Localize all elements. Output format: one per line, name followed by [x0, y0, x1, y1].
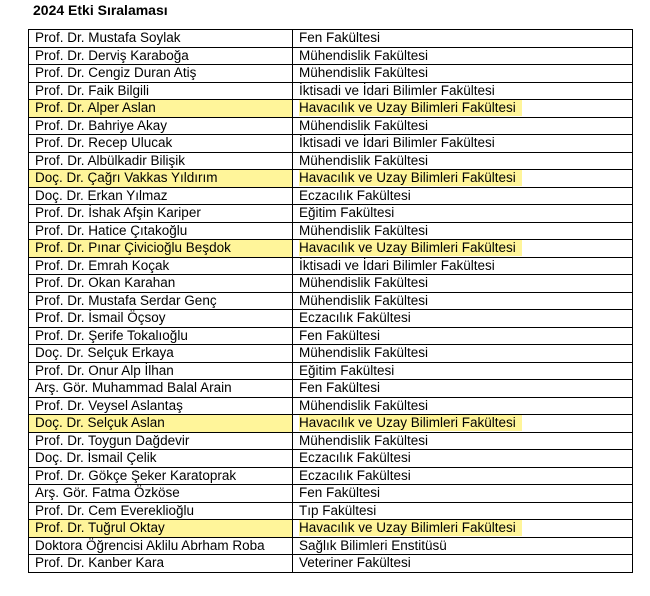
- table-row: [29, 65, 633, 83]
- faculty-cell: [293, 485, 633, 503]
- researcher-name-cell: Arş. Gör. Fatma Özköse: [29, 485, 293, 503]
- table-row: [29, 415, 633, 433]
- researcher-name-cell: Prof. Dr. Toygun Dağdevir: [29, 432, 293, 450]
- table-row: [29, 555, 633, 573]
- faculty-cell: [293, 257, 633, 275]
- table-row: [29, 47, 633, 65]
- researcher-name-cell: Doç. Dr. Selçuk Erkaya: [29, 345, 293, 363]
- faculty-cell: [293, 537, 633, 555]
- researcher-name-cell: Doç. Dr. İsmail Çelik: [29, 450, 293, 468]
- table-row: [29, 82, 633, 100]
- researcher-name-cell: Prof. Dr. Bahriye Akay: [29, 117, 293, 135]
- faculty-label: Eczacılık Fakültesi: [299, 467, 411, 483]
- ranking-table-body: [29, 30, 633, 573]
- researcher-name-cell: Prof. Dr. İsmail Öçsoy: [29, 310, 293, 328]
- faculty-cell: [293, 65, 633, 83]
- faculty-cell: [293, 275, 633, 293]
- table-row: [29, 485, 633, 503]
- faculty-label: Havacılık ve Uzay Bilimleri Fakültesi: [299, 170, 522, 186]
- table-row: [29, 345, 633, 363]
- faculty-label: Havacılık ve Uzay Bilimleri Fakültesi: [299, 520, 522, 536]
- faculty-label: Mühendislik Fakültesi: [299, 47, 429, 63]
- faculty-cell: [293, 362, 633, 380]
- faculty-cell: [293, 205, 633, 223]
- table-row: [29, 467, 633, 485]
- researcher-name-cell: Prof. Dr. Mustafa Soylak: [29, 30, 293, 48]
- table-row: [29, 502, 633, 520]
- table-row: [29, 450, 633, 468]
- faculty-label: Veteriner Fakültesi: [299, 555, 411, 571]
- table-row: [29, 432, 633, 450]
- faculty-cell: [293, 415, 633, 433]
- faculty-label: Havacılık ve Uzay Bilimleri Fakültesi: [299, 100, 522, 116]
- researcher-name-cell: Arş. Gör. Muhammad Balal Arain: [29, 380, 293, 398]
- faculty-cell: [293, 327, 633, 345]
- table-row: [29, 292, 633, 310]
- faculty-label: Mühendislik Fakültesi: [299, 117, 429, 133]
- faculty-label: Mühendislik Fakültesi: [299, 275, 429, 291]
- table-row: [29, 275, 633, 293]
- faculty-label: Tıp Fakültesi: [299, 502, 377, 518]
- researcher-name-cell: Prof. Dr. Okan Karahan: [29, 275, 293, 293]
- researcher-name-cell: Prof. Dr. Alper Aslan: [29, 100, 293, 118]
- table-row: [29, 30, 633, 48]
- table-row: [29, 327, 633, 345]
- researcher-name-cell: Doç. Dr. Selçuk Aslan: [29, 415, 293, 433]
- researcher-name-cell: Prof. Dr. İshak Afşin Kariper: [29, 205, 293, 223]
- faculty-cell: [293, 30, 633, 48]
- faculty-label: Eczacılık Fakültesi: [299, 310, 411, 326]
- faculty-label: Fen Fakültesi: [299, 327, 381, 343]
- faculty-cell: [293, 222, 633, 240]
- table-row: [29, 240, 633, 258]
- faculty-label: Mühendislik Fakültesi: [299, 292, 429, 308]
- faculty-cell: [293, 100, 633, 118]
- researcher-name-cell: Prof. Dr. Mustafa Serdar Genç: [29, 292, 293, 310]
- table-row: [29, 135, 633, 153]
- faculty-cell: [293, 117, 633, 135]
- table-row: [29, 100, 633, 118]
- researcher-name-cell: Prof. Dr. Veysel Aslantaş: [29, 397, 293, 415]
- faculty-label: Mühendislik Fakültesi: [299, 345, 429, 361]
- faculty-label: Mühendislik Fakültesi: [299, 65, 429, 81]
- faculty-label: Fen Fakültesi: [299, 380, 381, 396]
- faculty-cell: [293, 170, 633, 188]
- table-row: [29, 362, 633, 380]
- researcher-name-cell: Prof. Dr. Derviş Karaboğa: [29, 47, 293, 65]
- researcher-name-cell: Prof. Dr. Cengiz Duran Atiş: [29, 65, 293, 83]
- researcher-name-cell: Prof. Dr. Faik Bilgili: [29, 82, 293, 100]
- faculty-label: Fen Fakültesi: [299, 30, 381, 46]
- faculty-cell: [293, 135, 633, 153]
- researcher-name-cell: Prof. Dr. Kanber Kara: [29, 555, 293, 573]
- faculty-label: Eczacılık Fakültesi: [299, 450, 411, 466]
- faculty-label: İktisadi ve İdari Bilimler Fakültesi: [299, 135, 495, 151]
- faculty-cell: [293, 292, 633, 310]
- faculty-label: İktisadi ve İdari Bilimler Fakültesi: [299, 257, 495, 273]
- faculty-cell: [293, 152, 633, 170]
- faculty-label: Eczacılık Fakültesi: [299, 187, 411, 203]
- faculty-label: Fen Fakültesi: [299, 485, 381, 501]
- faculty-cell: [293, 397, 633, 415]
- faculty-cell: [293, 520, 633, 538]
- faculty-label: İktisadi ve İdari Bilimler Fakültesi: [299, 82, 495, 98]
- faculty-cell: [293, 467, 633, 485]
- faculty-label: Mühendislik Fakültesi: [299, 397, 429, 413]
- researcher-name-cell: Doktora Öğrencisi Aklilu Abrham Roba: [29, 537, 293, 555]
- faculty-cell: [293, 82, 633, 100]
- table-row: [29, 170, 633, 188]
- table-row: [29, 222, 633, 240]
- researcher-name-cell: Prof. Dr. Pınar Çiviciоğlu Beşdok: [29, 240, 293, 258]
- table-row: [29, 380, 633, 398]
- faculty-cell: [293, 345, 633, 363]
- researcher-name-cell: Prof. Dr. Recep Ulucak: [29, 135, 293, 153]
- table-row: [29, 537, 633, 555]
- faculty-label: Eğitim Fakültesi: [299, 362, 395, 378]
- faculty-cell: [293, 240, 633, 258]
- researcher-name-cell: Prof. Dr. Şerife Tokalıoğlu: [29, 327, 293, 345]
- faculty-cell: [293, 47, 633, 65]
- faculty-label: Mühendislik Fakültesi: [299, 222, 429, 238]
- faculty-label: Sağlık Bilimleri Enstitüsü: [299, 537, 447, 553]
- faculty-cell: [293, 502, 633, 520]
- researcher-name-cell: Doç. Dr. Çağrı Vakkas Yıldırım: [29, 170, 293, 188]
- table-row: [29, 117, 633, 135]
- table-row: [29, 257, 633, 275]
- table-row: [29, 310, 633, 328]
- faculty-cell: [293, 187, 633, 205]
- researcher-name-cell: Prof. Dr. Hatice Çıtakoğlu: [29, 222, 293, 240]
- faculty-cell: [293, 432, 633, 450]
- researcher-name-cell: Prof. Dr. Onur Alp İlhan: [29, 362, 293, 380]
- faculty-label: Mühendislik Fakültesi: [299, 152, 429, 168]
- table-row: [29, 520, 633, 538]
- researcher-name-cell: Prof. Dr. Cem Evereklioğlu: [29, 502, 293, 520]
- faculty-label: Havacılık ve Uzay Bilimleri Fakültesi: [299, 415, 522, 431]
- faculty-cell: [293, 310, 633, 328]
- faculty-cell: [293, 380, 633, 398]
- researcher-name-cell: Prof. Dr. Tuğrul Oktay: [29, 520, 293, 538]
- table-row: [29, 152, 633, 170]
- faculty-label: Havacılık ve Uzay Bilimleri Fakültesi: [299, 240, 522, 256]
- table-row: [29, 205, 633, 223]
- researcher-name-cell: Prof. Dr. Albülkadir Bilişik: [29, 152, 293, 170]
- ranking-table: [28, 29, 633, 573]
- faculty-label: Eğitim Fakültesi: [299, 205, 395, 221]
- researcher-name-cell: Doç. Dr. Erkan Yılmaz: [29, 187, 293, 205]
- table-row: [29, 397, 633, 415]
- researcher-name-cell: Prof. Dr. Emrah Koçak: [29, 257, 293, 275]
- faculty-label: Mühendislik Fakültesi: [299, 432, 429, 448]
- researcher-name-cell: Prof. Dr. Gökçe Şeker Karatoprak: [29, 467, 293, 485]
- page-title: 2024 Etki Sıralaması: [33, 2, 168, 18]
- faculty-cell: [293, 555, 633, 573]
- faculty-cell: [293, 450, 633, 468]
- table-row: [29, 187, 633, 205]
